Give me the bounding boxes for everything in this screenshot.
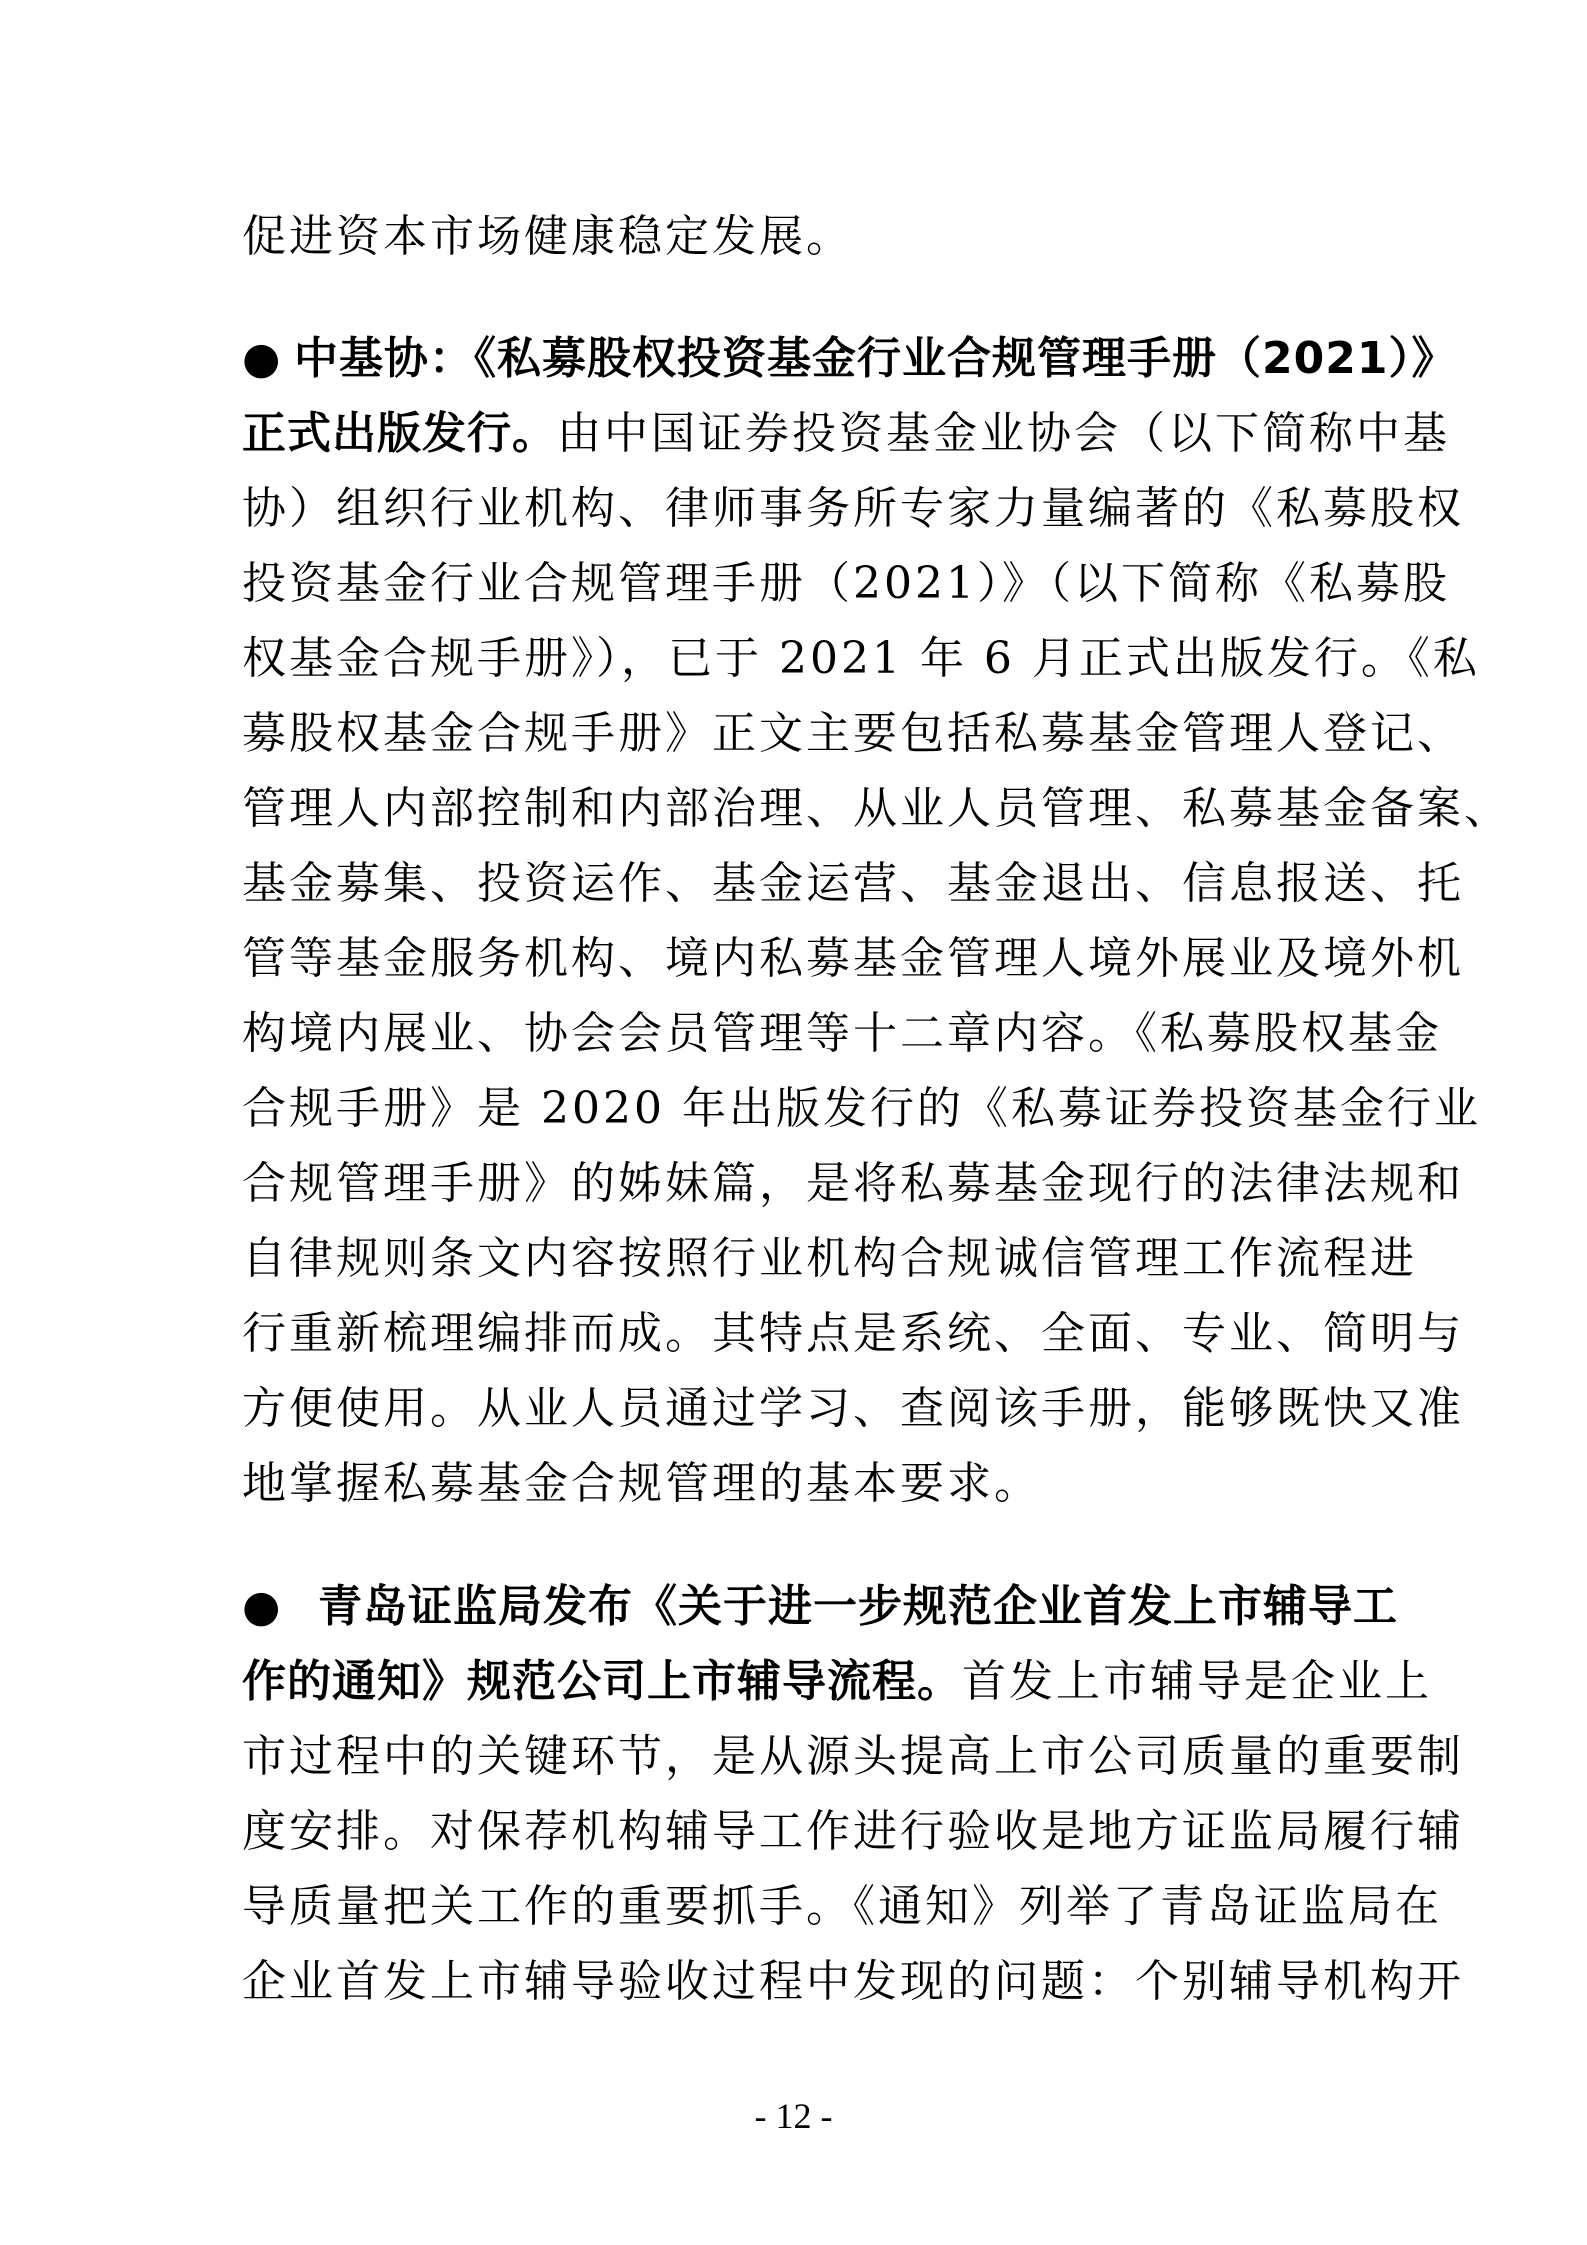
heading-text: 正式出版发行。 [242, 408, 557, 459]
text-line: 合规手册》是 2020 年出版发行的《私募证券投资基金行业 [242, 1083, 1481, 1134]
text-line: 权基金合规手册》），已于 2021 年 6 月正式出版发行。《私 [242, 633, 1480, 684]
text-line: 导质量把关工作的重要抓手。《通知》列举了青岛证监局在 [242, 1881, 1442, 1932]
text-line: 自律规则条文内容按照行业机构合规诚信管理工作流程进 [242, 1233, 1417, 1284]
bullet-icon: ● [242, 1581, 284, 1632]
section-1-line-2 [242, 405, 1450, 463]
section-1-heading-line-1 [242, 330, 1457, 388]
text-line: 企业首发上市辅导验收过程中发现的问题：个别辅导机构开 [242, 1956, 1464, 2007]
heading-text: 青岛证监局发布《关于进一步规范企业首发上市辅导工 [318, 1581, 1398, 1632]
text-line: 度安排。对保荐机构辅导工作进行验收是地方证监局履行辅 [242, 1806, 1464, 1857]
text-line: 行重新梳理编排而成。其特点是系统、全面、专业、简明与 [242, 1308, 1464, 1359]
section-2-heading-line-1 [242, 1578, 1398, 1636]
body-text: 由中国证券投资基金业协会（以下简称中基 [557, 408, 1450, 459]
text-line: 投资基金行业合规管理手册（2021）》（以下简称《私募股 [242, 558, 1450, 609]
text-line: 方便使用。从业人员通过学习、查阅该手册，能够既快又准 [242, 1383, 1464, 1434]
text-line: 构境内展业、协会会员管理等十二章内容。《私募股权基金 [242, 1008, 1442, 1059]
section-2-line-2 [242, 1653, 1432, 1711]
text-line: 管理人内部控制和内部治理、从业人员管理、私募基金备案、 [242, 783, 1511, 834]
body-text: 首发上市辅导是企业上 [962, 1656, 1432, 1707]
text-line: 合规管理手册》的姊妹篇，是将私募基金现行的法律法规和 [242, 1158, 1464, 1209]
text-line: 协）组织行业机构、律师事务所专家力量编著的《私募股权 [242, 483, 1464, 534]
text-line: 管等基金服务机构、境内私募基金管理人境外展业及境外机 [242, 933, 1464, 984]
text-line: 募股权基金合规手册》正文主要包括私募基金管理人登记、 [242, 708, 1464, 759]
text-line: 地掌握私募基金合规管理的基本要求。 [242, 1458, 1041, 1509]
text-line: 促进资本市场健康稳定发展。 [242, 211, 853, 262]
text-line: 基金募集、投资运作、基金运营、基金退出、信息报送、托 [242, 858, 1464, 909]
page-number: - 12 - [754, 2096, 833, 2136]
heading-text: 中基协：《私募股权投资基金行业合规管理手册（2021）》 [294, 333, 1457, 384]
text-line: 市过程中的关键环节，是从源头提高上市公司质量的重要制 [242, 1731, 1464, 1782]
bullet-icon: ● [242, 333, 284, 384]
heading-text: 作的通知》规范公司上市辅导流程。 [242, 1656, 962, 1707]
